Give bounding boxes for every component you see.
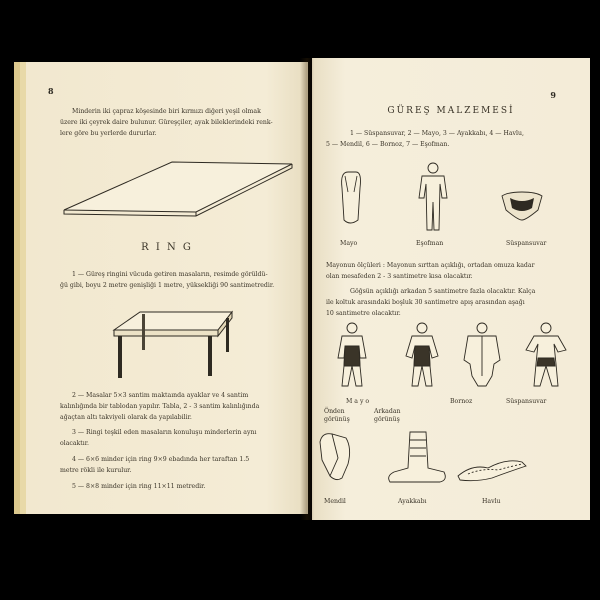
- label-havlu: Havlu: [482, 498, 501, 505]
- intro-line-1: Minderin iki çapraz köşesinde biri kırmızı diğeri yeşil olmak: [72, 108, 261, 115]
- left-page: [26, 62, 308, 514]
- equipment-figures-row-3: [312, 428, 590, 498]
- item-line-1: 2 — Masalar 5×3 santim maktaında ayaklar ve 4 santim: [72, 392, 249, 399]
- intro-line-2: üzere iki çeyrek daire bulunur. Güreşçiler, ayak bileklerindeki renk-: [60, 119, 273, 126]
- book-spread: [10, 58, 590, 520]
- item-line-7: metre rökli ile kurulur.: [60, 467, 132, 474]
- right-page: [312, 58, 590, 520]
- wrestler-figures-row: [312, 320, 590, 392]
- desc-line-4: ile koltuk arasındaki boşluk 30 santimetre apış arasından aşağı: [326, 299, 525, 306]
- spine-shadow: [300, 58, 314, 520]
- label-suspansuvar: Süspansuvar: [506, 240, 547, 247]
- item-line-8: 5 — 8×8 minder için ring 11×11 metredir.: [72, 483, 206, 490]
- label-fig2-mayo: M a y o: [346, 398, 370, 405]
- item-line-3: ağaçtan altı takviyeli olarak da yapılabilir.: [60, 414, 192, 421]
- mat-illustration: [40, 154, 300, 224]
- item-line-6: 4 — 6×6 minder için ring 9×9 ebadında her taraftan 1.5: [72, 456, 250, 463]
- label-mendil: Mendil: [324, 498, 346, 505]
- ring-para-line-2: ğü gibi, boyu 2 metre genişliği 1 metre, yüksekliği 90 santimetredir.: [60, 282, 275, 289]
- equipment-figures-row-1: [312, 162, 590, 234]
- label-fig2-back-2: görünüş: [374, 416, 400, 423]
- label-fig2-back: Arkadan: [374, 408, 401, 415]
- desc-line-1: Mayonun ölçüleri : Mayonun sırttan açıklığı, ortadan omuza kadar: [326, 262, 535, 269]
- intro-line-3: lere göre bu yerlerde dururlar.: [60, 130, 157, 137]
- desc-line-5: 10 santimetre olacaktır.: [326, 310, 401, 317]
- label-fig2-front: Önden: [324, 408, 345, 415]
- item-line-2: kalınlığında bir tablodan yapılır. Tabla, 2 - 3 santim kalınlığında: [60, 403, 260, 410]
- equipment-list-line-1: 1 — Süspansuvar, 2 — Mayo, 3 — Ayakkabı, 4 — Havlu,: [350, 130, 524, 137]
- table-illustration: [102, 306, 242, 386]
- page-number-left: 8: [48, 86, 54, 96]
- label-ayakkabi: Ayakkabı: [398, 498, 427, 505]
- page-number-right: 9: [550, 90, 556, 100]
- item-line-4: 3 — Ringi teşkil eden masaların konuluşu minderlerin aynı: [72, 429, 257, 436]
- ring-para-line-1: 1 — Güreş ringini vücuda getiren masaların, resimde görüldü-: [72, 271, 268, 278]
- equipment-list-line-2: 5 — Mendil, 6 — Bornoz, 7 — Eşofman.: [326, 141, 450, 148]
- gures-malzemesi-heading: GÜREŞ MALZEMESİ: [387, 106, 515, 116]
- label-fig2-bornoz: Bornoz: [450, 398, 473, 405]
- label-esofman: Eşofman: [416, 240, 444, 247]
- item-line-5: olacaktır.: [60, 440, 90, 447]
- label-fig2-front-2: görünüş: [324, 416, 350, 423]
- label-fig2-suspansuvar: Süspansuvar: [506, 398, 547, 405]
- desc-line-3: Göğsün açıklığı arkadan 5 santimetre fazla olacaktır. Kalça: [350, 288, 536, 295]
- label-mayo: Mayo: [340, 240, 358, 247]
- desc-line-2: olan mesafeden 2 - 3 santimetre kısa olacaktır.: [326, 273, 473, 280]
- ring-heading: R I N G: [141, 242, 193, 253]
